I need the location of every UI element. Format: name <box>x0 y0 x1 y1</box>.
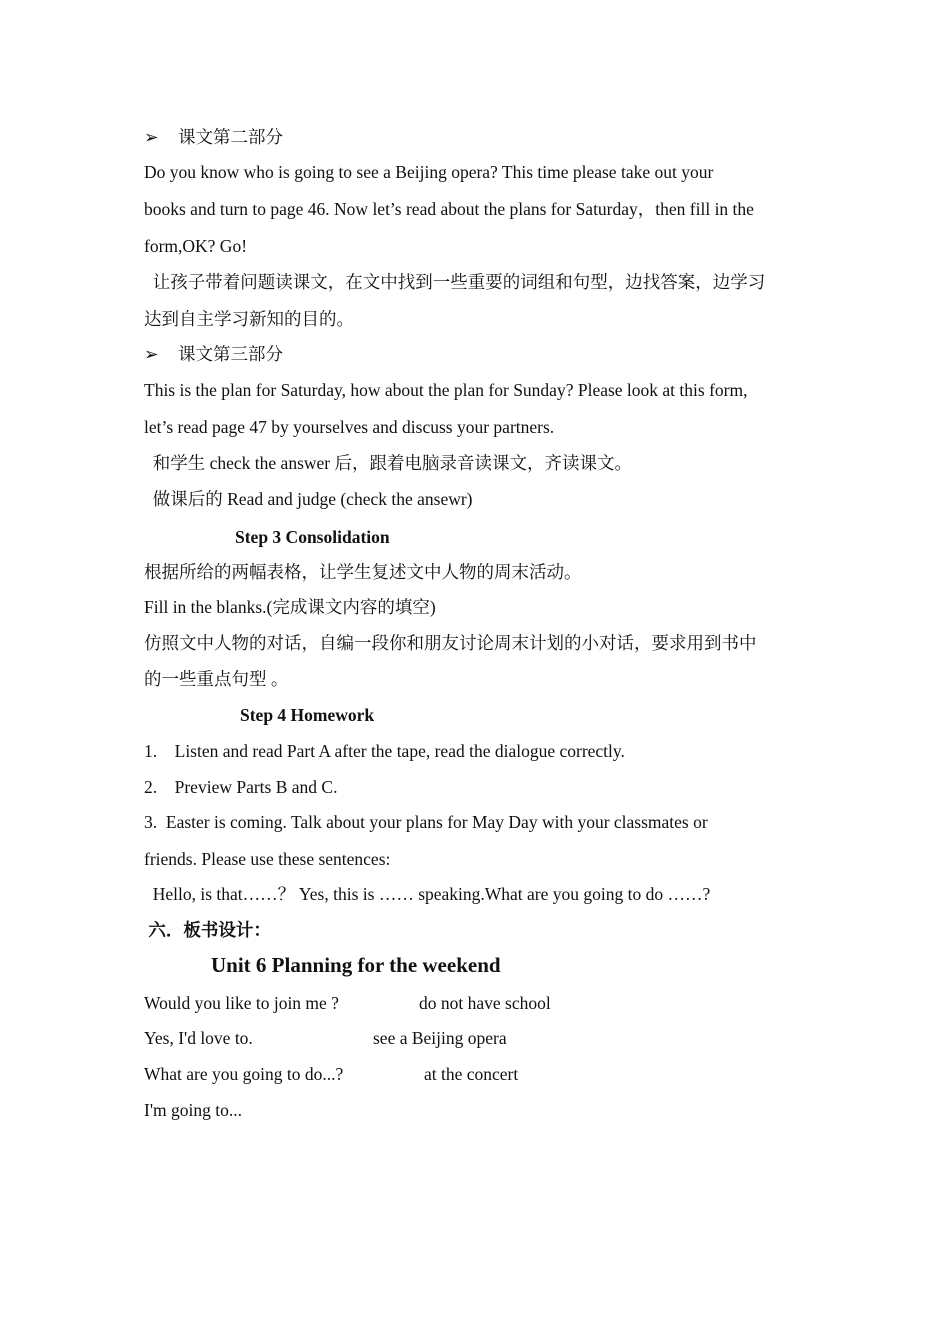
board-design-heading: 六．板书设计： <box>144 920 271 940</box>
board-row <box>144 1027 507 1049</box>
step4-title: Step 4 Homework <box>240 705 375 725</box>
section-two-cn-line-1: 让孩子带着问题读课文，在文中找到一些重要的词组和句型，边找答案，边学习 <box>144 272 766 292</box>
arrow-bullet-icon: ➢ <box>144 344 159 364</box>
board-row-right: see a Beijing opera <box>373 1028 507 1048</box>
board-row-right: at the concert <box>424 1064 519 1084</box>
section-three-para-line-1: This is the plan for Saturday, how about the plan for Sunday? Please look at this form, <box>144 380 748 400</box>
board-title: Unit 6 Planning for the weekend <box>211 953 501 977</box>
section-two-para-line-3: form,OK? Go! <box>144 236 248 256</box>
board-row-left: Would you like to join me ? <box>144 993 339 1013</box>
section-three-line-3: 和学生 check the answer 后，跟着电脑录音读课文，齐读课文。 <box>144 453 632 473</box>
section-three-heading <box>144 343 283 365</box>
step3-line-3: 仿照文中人物的对话，自编一段你和朋友讨论周末计划的小对话，要求用到书中 <box>144 633 757 653</box>
section-two-heading <box>144 126 283 148</box>
board-row-right: do not have school <box>419 993 551 1013</box>
homework-sentences: Hello, is that……？ Yes, this is …… speaking.What are you going to do ……? <box>144 884 711 904</box>
section-two-cn-line-2: 达到自主学习新知的目的。 <box>144 309 354 329</box>
section-two-heading-text: 课文第二部分 <box>178 127 283 147</box>
step3-title: Step 3 Consolidation <box>235 527 390 547</box>
board-row <box>144 1063 519 1085</box>
step3-line-2: Fill in the blanks.(完成课文内容的填空) <box>144 597 436 617</box>
step3-line-4: 的一些重点句型 。 <box>144 669 289 689</box>
board-row-left: What are you going to do...? <box>144 1064 344 1084</box>
section-two-para-line-2: books and turn to page 46. Now let’s read about the plans for Saturday，then fill in the <box>144 199 754 219</box>
board-row <box>144 992 551 1014</box>
homework-item-1: 1. Listen and read Part A after the tape, read the dialogue correctly. <box>144 741 625 761</box>
step3-line-1: 根据所给的两幅表格，让学生复述文中人物的周末活动。 <box>144 562 582 582</box>
board-row-left: I'm going to... <box>144 1100 242 1120</box>
section-three-heading-text: 课文第三部分 <box>178 344 283 364</box>
board-row-left: Yes, I'd love to. <box>144 1028 253 1048</box>
arrow-bullet-icon: ➢ <box>144 127 159 147</box>
board-row <box>144 1099 242 1121</box>
homework-item-2: 2. Preview Parts B and C. <box>144 777 338 797</box>
section-three-line-4: 做课后的 Read and judge (check the ansewr) <box>144 489 473 509</box>
homework-item-3-line-2: friends. Please use these sentences: <box>144 849 391 869</box>
homework-item-3-line-1: 3. Easter is coming. Talk about your plans for May Day with your classmates or <box>144 812 708 832</box>
section-two-para-line-1: Do you know who is going to see a Beijing opera? This time please take out your <box>144 162 714 182</box>
section-three-para-line-2: let’s read page 47 by yourselves and discuss your partners. <box>144 417 555 437</box>
